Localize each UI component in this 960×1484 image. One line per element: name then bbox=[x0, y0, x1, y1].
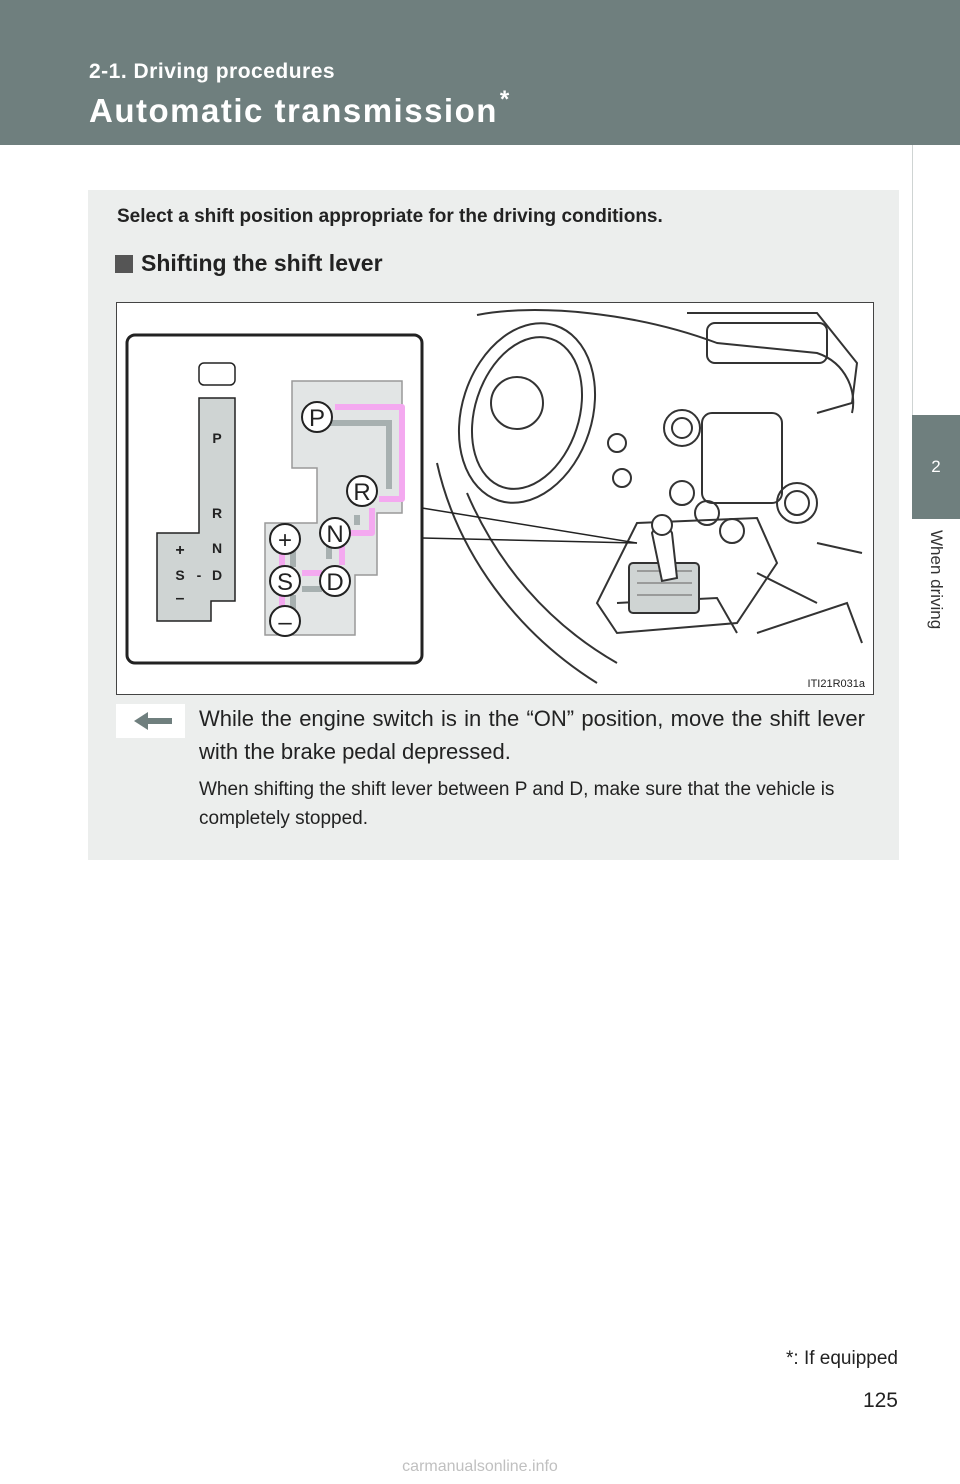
leader-line-top bbox=[422, 508, 637, 543]
position-p: P bbox=[308, 405, 326, 432]
footnote-text: : If equipped bbox=[793, 1348, 898, 1369]
leader-line-bottom bbox=[422, 538, 637, 543]
footnote-marker: * bbox=[786, 1348, 794, 1369]
position-s: S bbox=[276, 569, 294, 596]
subheading bbox=[115, 250, 383, 277]
section-heading: 2-1. Driving procedures bbox=[89, 60, 336, 83]
page-header bbox=[0, 0, 960, 145]
step-marker bbox=[116, 704, 185, 738]
page-number: 125 bbox=[862, 1389, 898, 1412]
figure-code: ITI21R031a bbox=[807, 678, 865, 690]
subheading-text: Shifting the shift lever bbox=[141, 250, 383, 276]
position-plus: + bbox=[277, 527, 293, 554]
gate-label-plus: + bbox=[175, 542, 185, 559]
bullet-square-icon bbox=[115, 255, 133, 273]
step-instruction: While the engine switch is in the “ON” position, move the shift lever with the brake pedal depressed. bbox=[199, 706, 865, 764]
page-title bbox=[89, 86, 511, 130]
shift-lever-illustration bbox=[117, 303, 873, 694]
gate-label-s: S bbox=[175, 567, 185, 583]
gate-label-minus: – bbox=[175, 590, 185, 607]
left-arrow-icon bbox=[116, 704, 185, 738]
position-n: N bbox=[326, 521, 344, 548]
gate-label-p: P bbox=[212, 430, 222, 446]
position-r: R bbox=[353, 479, 371, 506]
chapter-tab[interactable]: 2 bbox=[912, 415, 960, 519]
gate-label-d: D bbox=[211, 567, 223, 583]
dashboard-lineart bbox=[437, 305, 862, 683]
step-note: When shifting the shift lever between P and D, make sure that the vehicle is completely stopped. bbox=[199, 779, 835, 829]
shift-lever-figure bbox=[116, 302, 874, 695]
footnote bbox=[786, 1348, 898, 1370]
watermark: carmanualsonline.info bbox=[402, 1458, 558, 1475]
position-d: D bbox=[326, 569, 344, 596]
gate-label-n: N bbox=[211, 540, 223, 556]
chapter-label: When driving bbox=[927, 530, 946, 630]
gate-label-r: R bbox=[211, 505, 223, 521]
position-minus: – bbox=[278, 609, 292, 636]
if-equipped-marker: * bbox=[499, 86, 511, 113]
intro-text: Select a shift position appropriate for the driving conditions. bbox=[117, 206, 663, 227]
page-title-text: Automatic transmission bbox=[89, 92, 498, 129]
side-tab-rail bbox=[912, 145, 960, 415]
svg-text:-: - bbox=[196, 567, 202, 583]
